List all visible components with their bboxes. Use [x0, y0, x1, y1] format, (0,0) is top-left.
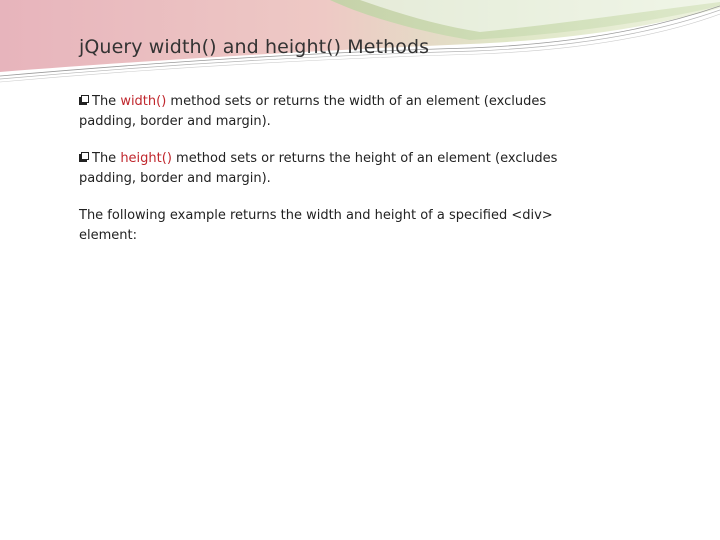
paragraph-height-method	[79, 149, 579, 189]
slide-title: jQuery width() and height() Methods	[79, 36, 430, 58]
checkbox-bullet-icon	[79, 95, 90, 106]
example-description: The following example returns the width and height of a specified <div> element:	[79, 208, 553, 243]
checkbox-bullet-icon	[79, 152, 90, 163]
method-name-width: width()	[120, 94, 167, 109]
paragraph-prefix: The	[92, 151, 121, 166]
paragraph-width-method	[79, 92, 579, 132]
slide-body	[79, 92, 579, 263]
paragraph-prefix: The	[92, 94, 121, 109]
paragraph-suffix: method sets or returns the width of an element (excludes padding, border and margin).	[79, 94, 547, 129]
paragraph-suffix: method sets or returns the height of an element (excludes padding, border and margin).	[79, 151, 558, 186]
method-name-height: height()	[120, 151, 172, 166]
